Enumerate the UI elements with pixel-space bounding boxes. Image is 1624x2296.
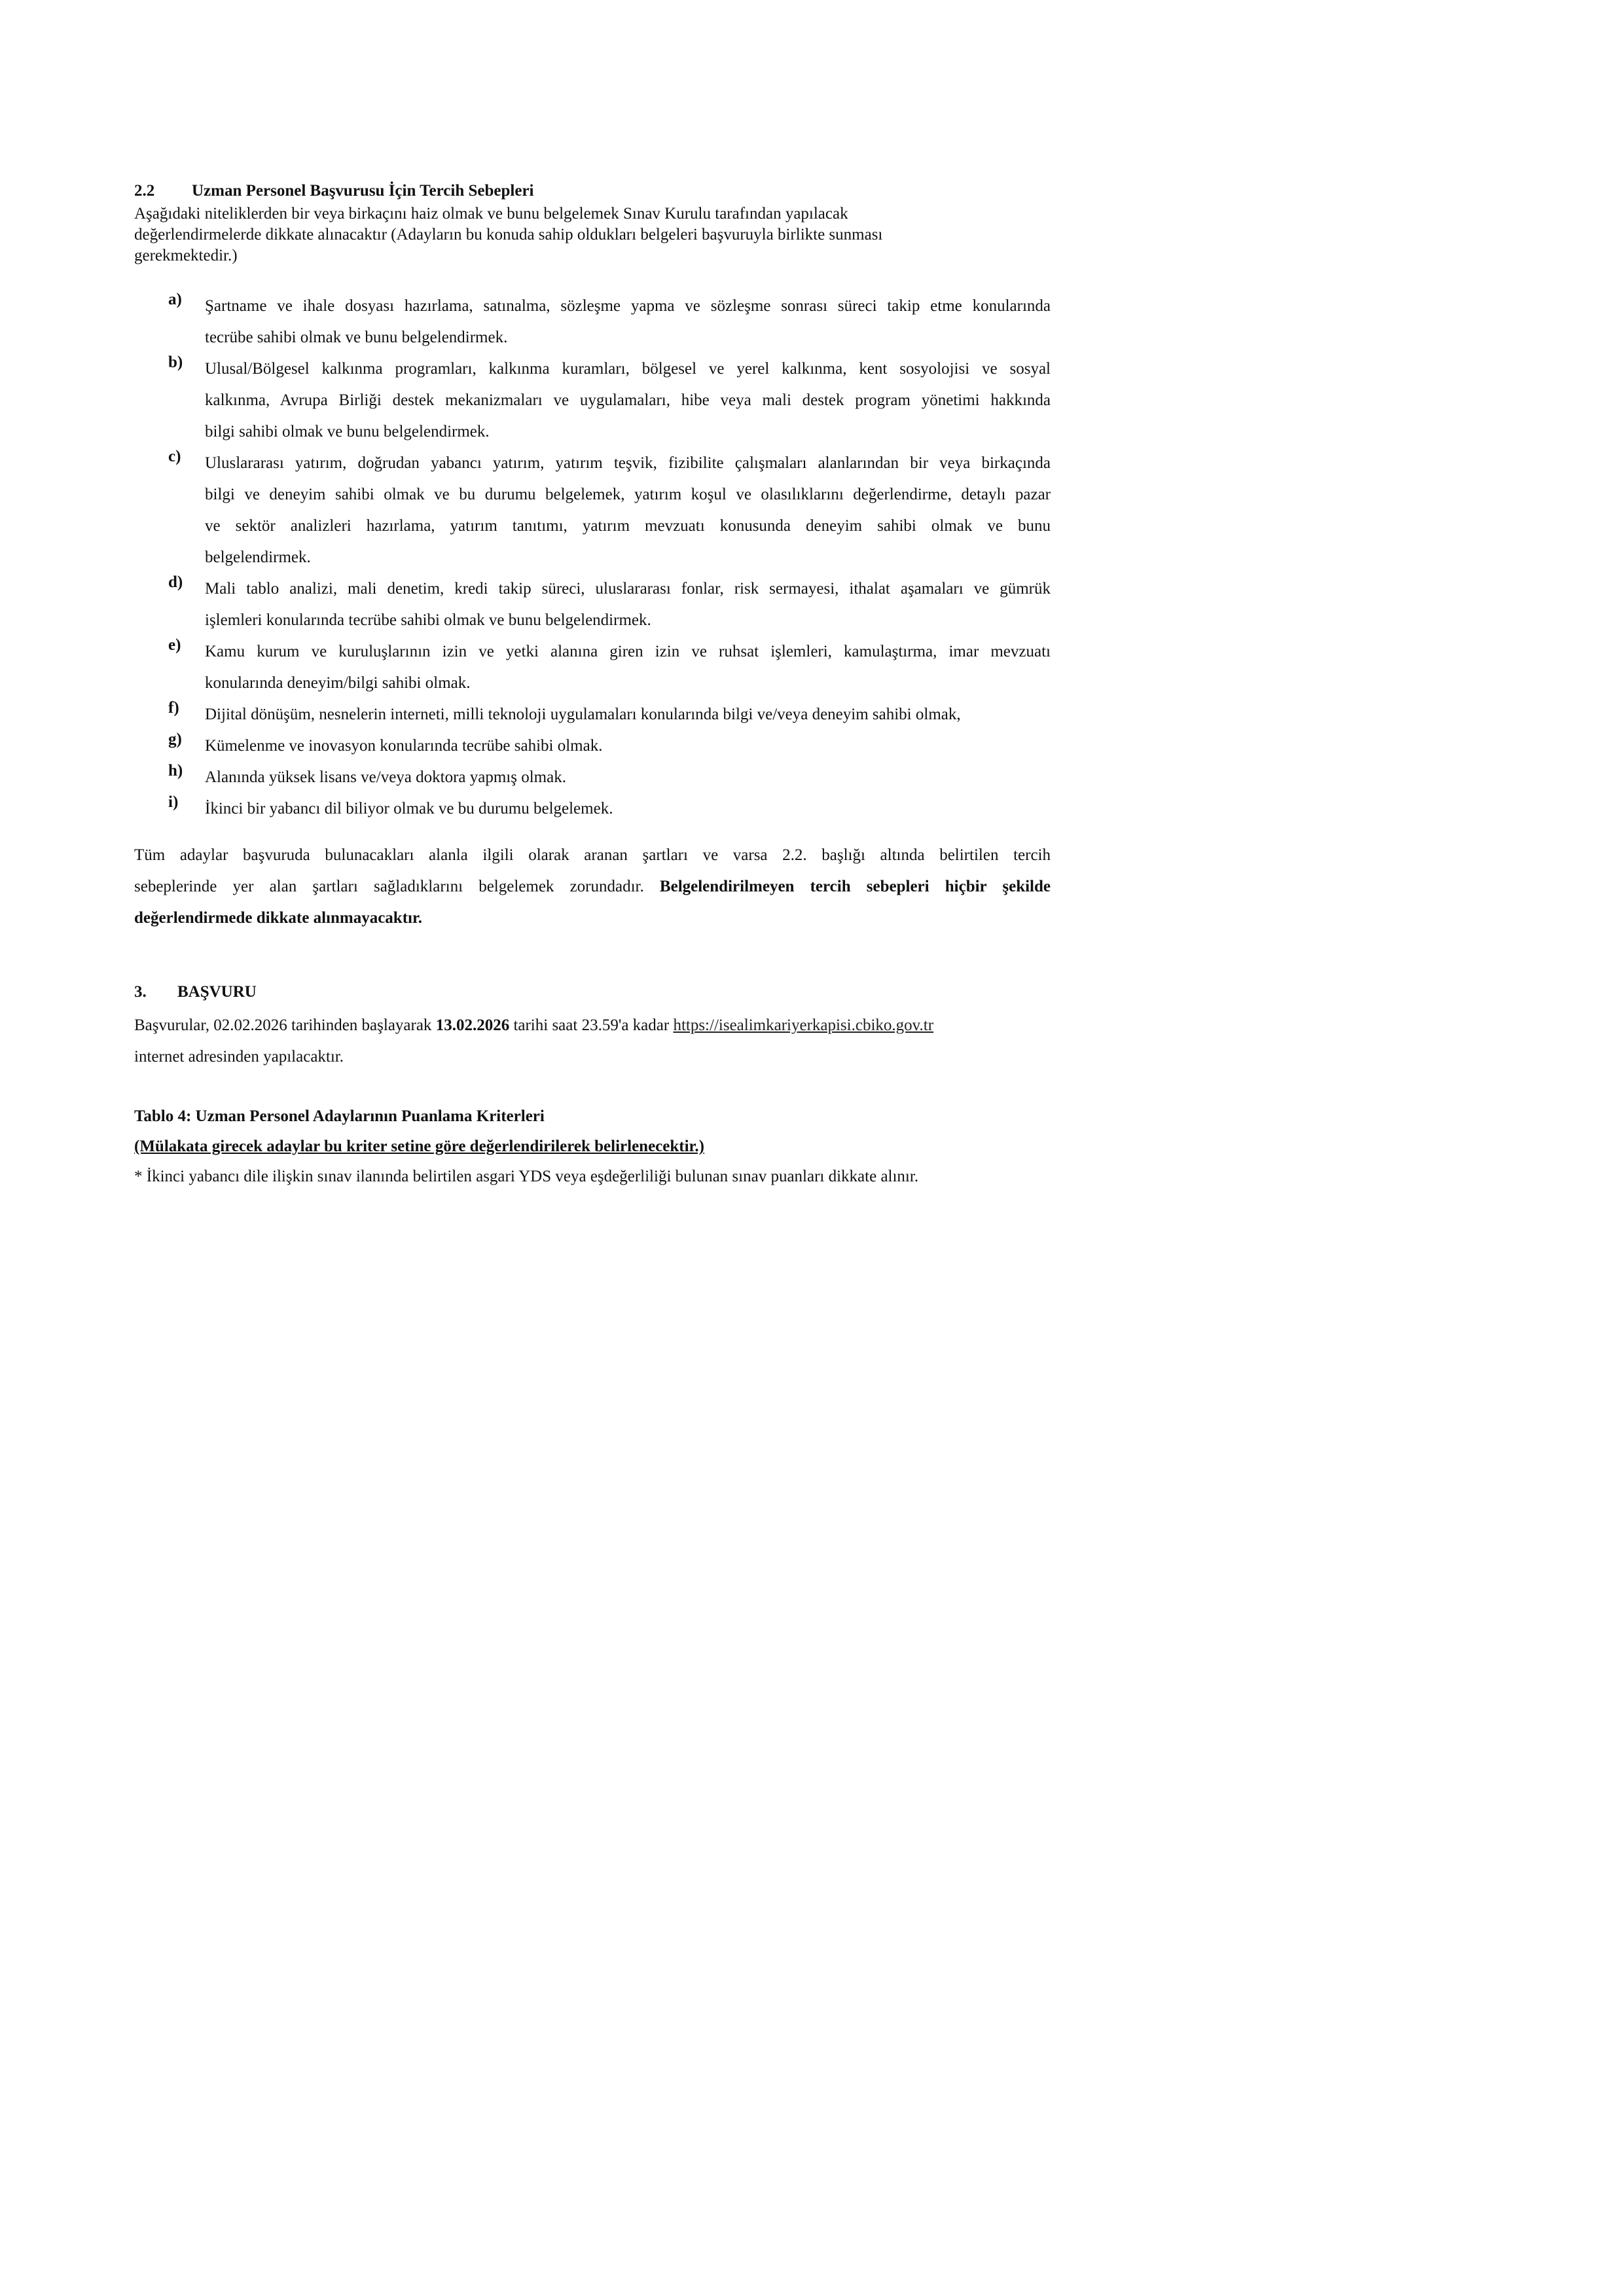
list-item-line: Dijital dönüşüm, nesnelerin interneti, milli teknoloji uygulamaları konularında bilgi ve/veya deneyim sahibi olmak, — [205, 706, 961, 723]
list-item — [134, 573, 1051, 636]
preference-reasons-list — [134, 291, 1051, 825]
list-item — [134, 699, 1051, 730]
summary-paragraph — [134, 840, 1051, 934]
list-item-line: bilgi sahibi olmak ve bunu belgelendirmek. — [205, 423, 490, 440]
section-number: 2.2 — [134, 182, 155, 200]
list-marker: d) — [168, 573, 183, 591]
list-item-line: Ulusal/Bölgesel kalkınma programları, kalkınma kuramları, bölgesel ve yerel kalkınma, kent sosyolojisi ve sosyal — [205, 360, 1051, 378]
list-item — [134, 353, 1051, 448]
application-line — [134, 1010, 1051, 1041]
section-title: Uzman Personel Başvurusu İçin Tercih Sebepleri — [192, 182, 534, 200]
list-item — [134, 291, 1051, 353]
list-marker: c) — [168, 448, 181, 465]
list-item-line: bilgi ve deneyim sahibi olmak ve bu durumu belgelemek, yatırım koşul ve olasılıklarını değerlendirme, detaylı pazar — [205, 486, 1051, 503]
section-3-heading — [134, 982, 257, 1003]
intro-line: değerlendirmelerde dikkate alınacaktır (Adayların bu konuda sahip oldukları belgeleri başvuruyla birlikte sunması — [134, 226, 883, 243]
list-item-line: ve sektör analizleri hazırlama, yatırım tanıtımı, yatırım mevzuatı konusunda deneyim sahibi olmak ve bunu — [205, 517, 1051, 535]
application-paragraph — [134, 1010, 1051, 1073]
list-marker: a) — [168, 291, 182, 308]
list-item — [134, 793, 1051, 825]
list-item-line: Şartname ve ihale dosyası hazırlama, satınalma, sözleşme yapma ve sözleşme sonrası süreci takip etme konularında — [205, 297, 1051, 315]
list-item — [134, 448, 1051, 573]
list-item-line: Mali tablo analizi, mali denetim, kredi takip süreci, uluslararası fonlar, risk sermayesi, ithalat aşamaları ve gümrük — [205, 580, 1051, 598]
list-item-line: Kamu kurum ve kuruluşlarının izin ve yetki alanına giren izin ve ruhsat işlemleri, kamulaştırma, imar mevzuatı — [205, 643, 1051, 660]
list-item-line: Alanında yüksek lisans ve/veya doktora yapmış olmak. — [205, 768, 566, 786]
section-2-2-heading — [134, 181, 534, 202]
list-marker: i) — [168, 793, 179, 811]
list-item — [134, 730, 1051, 762]
table-4-note: * İkinci yabancı dile ilişkin sınav ilanında belirtilen asgari YDS veya eşdeğerliliği bulunan sınav puanları dikkate alınır. — [134, 1168, 919, 1185]
application-line: internet adresinden yapılacaktır. — [134, 1048, 344, 1066]
summary-line — [134, 871, 1051, 903]
summary-text: sebeplerinde yer alan şartları sağladıklarını belgelemek zorundadır. — [134, 878, 644, 895]
list-item — [134, 636, 1051, 699]
list-item-line: kalkınma, Avrupa Birliği destek mekanizmaları ve uygulamaları, hibe veya mali destek program yönetimi hakkında — [205, 391, 1051, 409]
intro-line: Aşağıdaki niteliklerden bir veya birkaçını haiz olmak ve bunu belgelemek Sınav Kurulu tarafından yapılacak — [134, 205, 848, 223]
list-item-line: Uluslararası yatırım, doğrudan yabancı yatırım, yatırım teşvik, fizibilite çalışmaları alanlarından bir veya birkaçında — [205, 454, 1051, 472]
list-item-line: İkinci bir yabancı dil biliyor olmak ve bu durumu belgelemek. — [205, 800, 613, 817]
table-4-title: Tablo 4: Uzman Personel Adaylarının Puanlama Kriterleri — [134, 1107, 545, 1125]
summary-emphasis: Belgelendirilmeyen tercih sebepleri hiçbir şekilde — [659, 878, 1051, 895]
section-number: 3. — [134, 983, 147, 1001]
list-item-line: tecrübe sahibi olmak ve bunu belgelendirmek. — [205, 329, 508, 346]
application-deadline-text: tarihi saat 23.59'a kadar — [513, 1016, 670, 1034]
section-title: BAŞVURU — [177, 983, 257, 1001]
list-marker: e) — [168, 636, 181, 654]
list-item-line: Kümelenme ve inovasyon konularında tecrübe sahibi olmak. — [205, 737, 603, 755]
table-4-subtitle: (Mülakata girecek adaylar bu kriter setine göre değerlendirilerek belirlenecektir.) — [134, 1138, 704, 1155]
list-item-line: işlemleri konularında tecrübe sahibi olmak ve bunu belgelendirmek. — [205, 611, 651, 629]
list-item — [134, 762, 1051, 793]
application-start-text: Başvurular, 02.02.2026 tarihinden başlayarak — [134, 1016, 432, 1034]
application-url-link[interactable]: https://isealimkariyerkapisi.cbiko.gov.tr — [673, 1016, 934, 1034]
section-2-2-intro — [134, 204, 985, 266]
summary-emphasis: değerlendirmede dikkate alınmayacaktır. — [134, 909, 423, 927]
list-marker: g) — [168, 730, 182, 748]
summary-line: Tüm adaylar başvuruda bulunacakları alanla ilgili olarak aranan şartları ve varsa 2.2. başlığı altında belirtilen tercih — [134, 846, 1051, 864]
intro-line: gerekmektedir.) — [134, 247, 238, 264]
list-item-line: belgelendirmek. — [205, 548, 311, 566]
list-marker: h) — [168, 762, 183, 780]
application-end-date: 13.02.2026 — [435, 1016, 510, 1034]
list-item-line: konularında deneyim/bilgi sahibi olmak. — [205, 674, 471, 692]
list-marker: b) — [168, 353, 183, 371]
list-marker: f) — [168, 699, 179, 717]
